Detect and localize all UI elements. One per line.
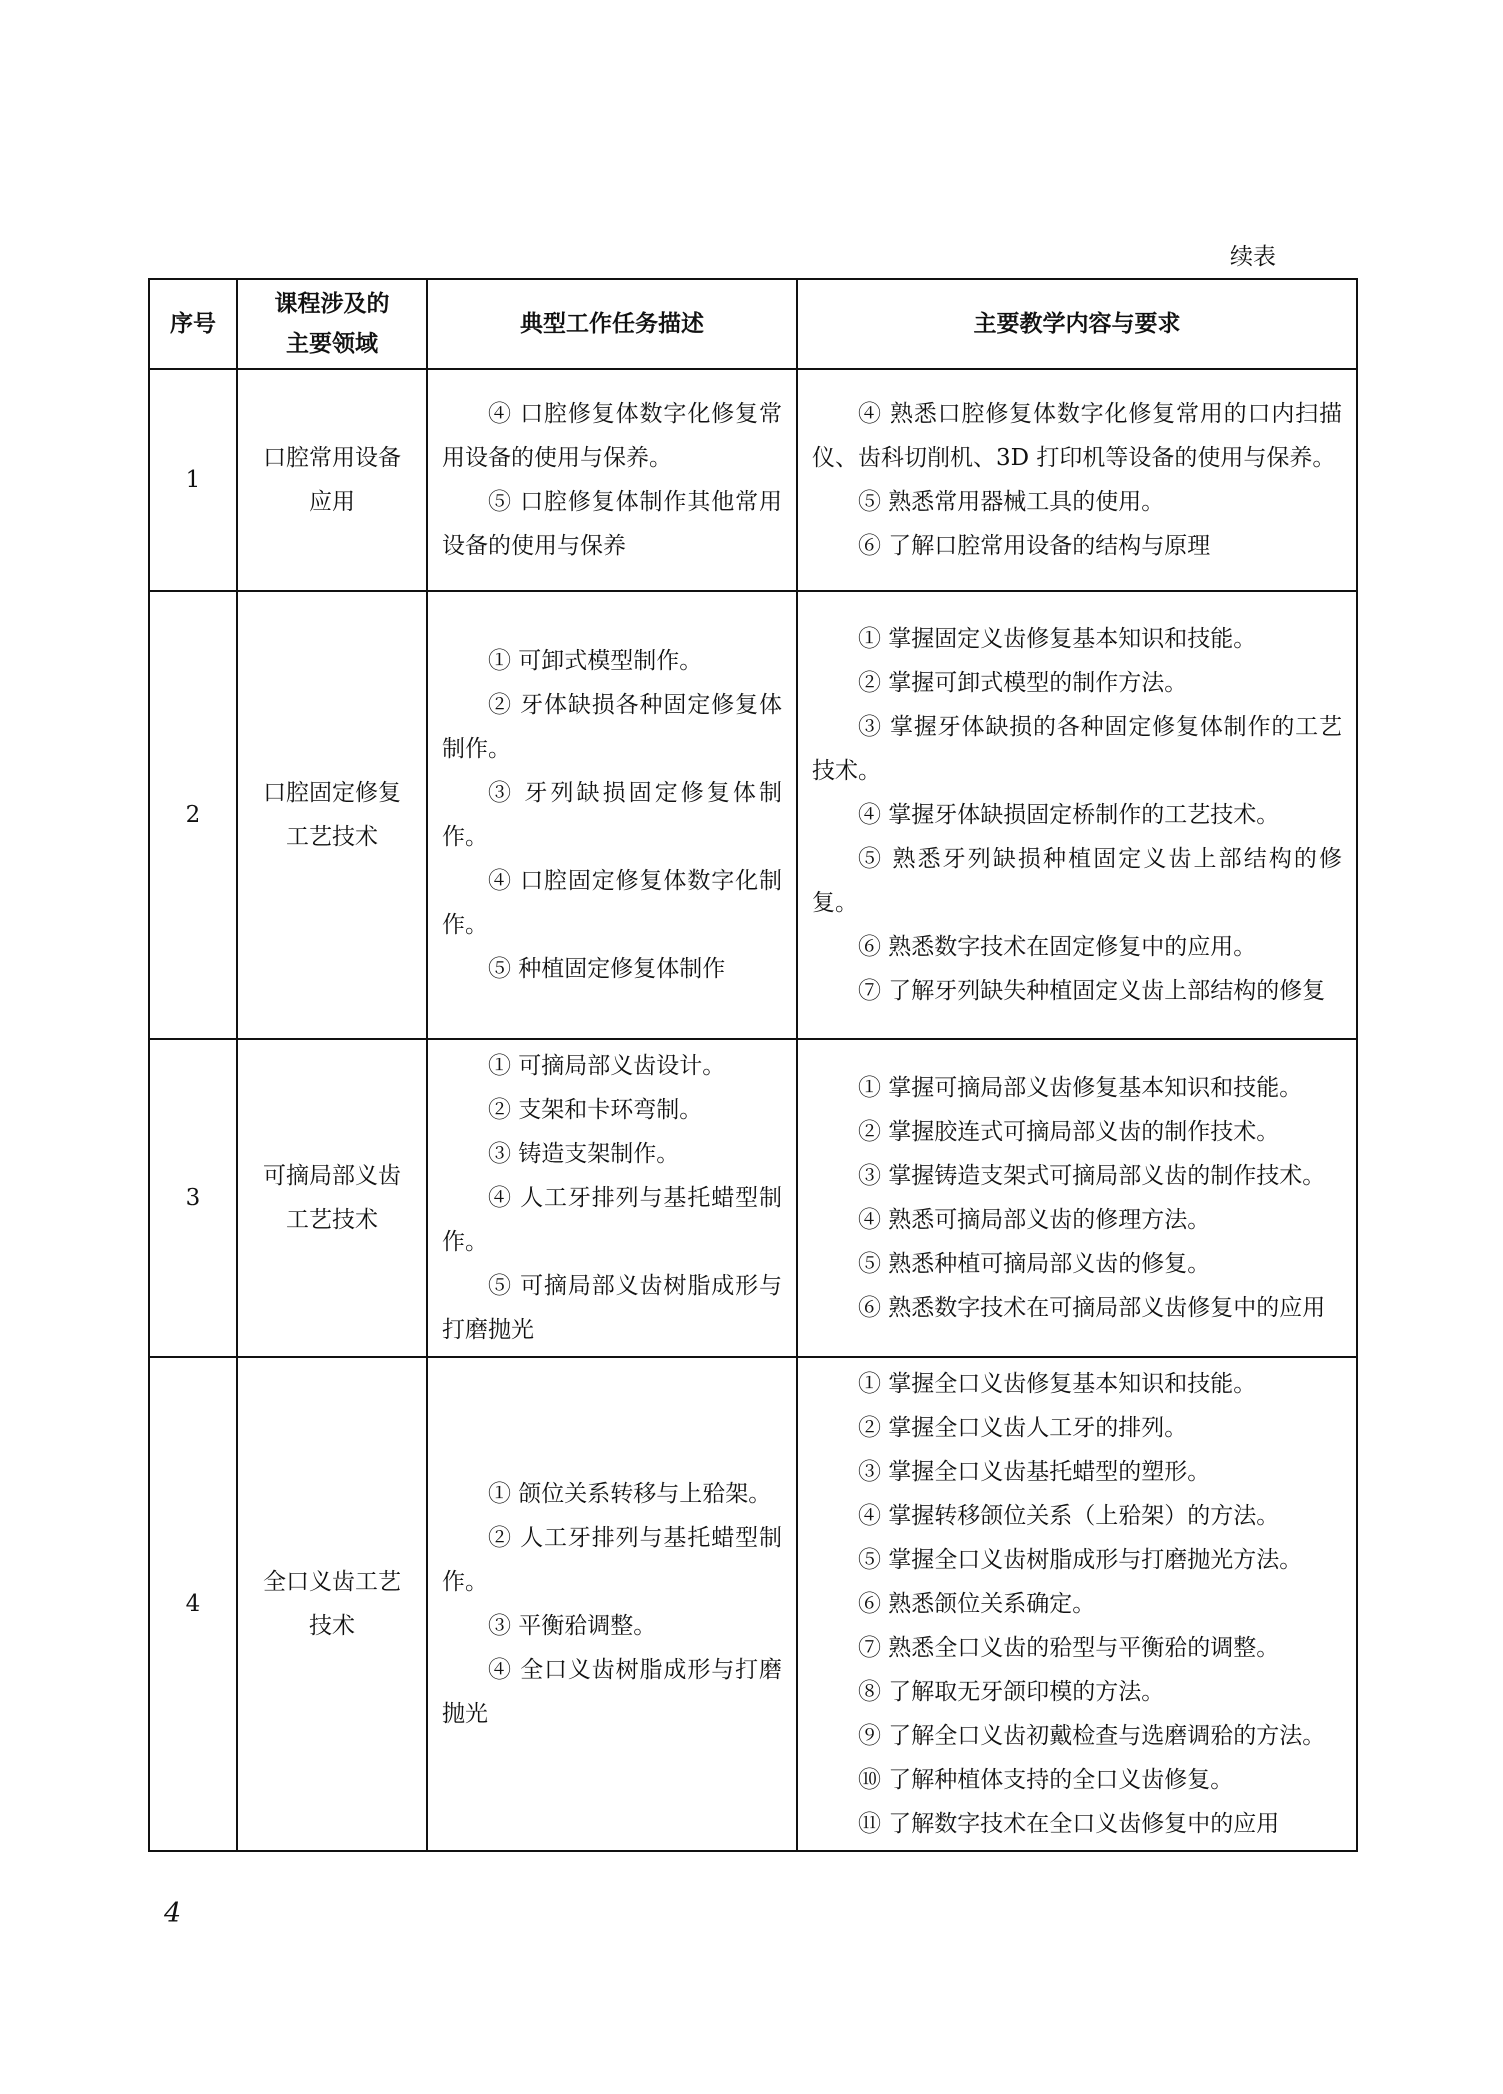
row-area-line2: 应用: [309, 489, 355, 515]
task-item: ④ 全口义齿树脂成形与打磨抛光: [442, 1657, 782, 1727]
req-item: ⑧ 了解取无牙颌印模的方法。: [858, 1679, 1165, 1705]
req-item: ⑪ 了解数字技术在全口义齿修复中的应用: [858, 1811, 1280, 1837]
row-area: [237, 369, 427, 591]
req-item: ⑤ 熟悉常用器械工具的使用。: [858, 489, 1165, 515]
task-item: ② 牙体缺损各种固定修复体制作。: [442, 692, 782, 762]
row-area-line2: 工艺技术: [286, 824, 378, 850]
row-reqs: [797, 591, 1357, 1039]
req-item: ② 掌握可卸式模型的制作方法。: [858, 670, 1188, 696]
row-area-line1: 口腔常用设备: [263, 445, 401, 471]
task-item: ④ 人工牙排列与基托蜡型制作。: [442, 1185, 782, 1255]
page-number: 4: [164, 1898, 182, 1929]
task-item: ② 支架和卡环弯制。: [488, 1097, 703, 1123]
req-item: ⑦ 了解牙列缺失种植固定义齿上部结构的修复: [858, 978, 1326, 1004]
row-seq: 1: [149, 369, 237, 591]
task-item: ① 可卸式模型制作。: [488, 648, 703, 674]
req-item: ③ 掌握牙体缺损的各种固定修复体制作的工艺技术。: [812, 714, 1342, 784]
row-reqs: [797, 369, 1357, 591]
task-item: ② 人工牙排列与基托蜡型制作。: [442, 1525, 782, 1595]
header-area: [237, 279, 427, 369]
row-tasks: [427, 1039, 797, 1357]
row-area-line1: 全口义齿工艺: [263, 1569, 401, 1595]
req-item: ① 掌握可摘局部义齿修复基本知识和技能。: [858, 1075, 1303, 1101]
header-tasks: 典型工作任务描述: [427, 279, 797, 369]
row-tasks: [427, 1357, 797, 1851]
req-item: ⑥ 熟悉数字技术在固定修复中的应用。: [858, 934, 1257, 960]
row-area: [237, 1039, 427, 1357]
req-item: ⑦ 熟悉全口义齿的𬌗型与平衡𬌗的调整。: [858, 1635, 1280, 1661]
row-area: [237, 1357, 427, 1851]
req-item: ② 掌握全口义齿人工牙的排列。: [858, 1415, 1188, 1441]
continued-label: 续表: [1230, 244, 1276, 270]
req-item: ④ 掌握转移颌位关系（上𬌗架）的方法。: [858, 1503, 1280, 1529]
header-area-line2: 主要领域: [286, 330, 378, 357]
row-area-line1: 可摘局部义齿: [263, 1163, 401, 1189]
task-item: ③ 铸造支架制作。: [488, 1141, 680, 1167]
req-item: ④ 掌握牙体缺损固定桥制作的工艺技术。: [858, 802, 1280, 828]
req-item: ⑨ 了解全口义齿初戴检查与选磨调𬌗的方法。: [858, 1723, 1326, 1749]
task-item: ① 可摘局部义齿设计。: [488, 1053, 726, 1079]
row-area-line2: 技术: [309, 1613, 355, 1639]
req-item: ⑤ 掌握全口义齿树脂成形与打磨抛光方法。: [858, 1547, 1303, 1573]
task-item: ⑤ 可摘局部义齿树脂成形与打磨抛光: [442, 1273, 782, 1343]
header-seq: 序号: [149, 279, 237, 369]
req-item: ⑤ 熟悉种植可摘局部义齿的修复。: [858, 1251, 1211, 1277]
req-item: ④ 熟悉口腔修复体数字化修复常用的口内扫描仪、齿科切削机、3D 打印机等设备的使用与保养。: [812, 401, 1342, 471]
row-reqs: [797, 1039, 1357, 1357]
table-row: [149, 1357, 1357, 1851]
row-area-line2: 工艺技术: [286, 1207, 378, 1233]
req-item: ③ 掌握全口义齿基托蜡型的塑形。: [858, 1459, 1211, 1485]
table-header-row: [149, 279, 1357, 369]
header-area-line1: 课程涉及的: [274, 290, 390, 317]
curriculum-table: [148, 278, 1358, 1852]
task-item: ⑤ 种植固定修复体制作: [488, 956, 726, 982]
req-item: ⑥ 熟悉颌位关系确定。: [858, 1591, 1096, 1617]
row-seq: 4: [149, 1357, 237, 1851]
table-row: [149, 1039, 1357, 1357]
req-item: ⑤ 熟悉牙列缺损种植固定义齿上部结构的修复。: [812, 846, 1342, 916]
req-item: ⑥ 了解口腔常用设备的结构与原理: [858, 533, 1211, 559]
row-reqs: [797, 1357, 1357, 1851]
req-item: ④ 熟悉可摘局部义齿的修理方法。: [858, 1207, 1211, 1233]
req-item: ⑩ 了解种植体支持的全口义齿修复。: [858, 1767, 1234, 1793]
task-item: ⑤ 口腔修复体制作其他常用设备的使用与保养: [442, 489, 782, 559]
table-row: [149, 591, 1357, 1039]
row-area-line1: 口腔固定修复: [263, 780, 401, 806]
task-item: ③ 平衡𬌗调整。: [488, 1613, 657, 1639]
req-item: ⑥ 熟悉数字技术在可摘局部义齿修复中的应用: [858, 1295, 1326, 1321]
row-seq: 2: [149, 591, 237, 1039]
row-seq: 3: [149, 1039, 237, 1357]
task-item: ① 颌位关系转移与上𬌗架。: [488, 1481, 772, 1507]
row-tasks: [427, 591, 797, 1039]
header-reqs: 主要教学内容与要求: [797, 279, 1357, 369]
task-item: ③ 牙列缺损固定修复体制作。: [442, 780, 782, 850]
task-item: ④ 口腔固定修复体数字化制作。: [442, 868, 782, 938]
row-tasks: [427, 369, 797, 591]
req-item: ① 掌握固定义齿修复基本知识和技能。: [858, 626, 1257, 652]
row-area: [237, 591, 427, 1039]
req-item: ③ 掌握铸造支架式可摘局部义齿的制作技术。: [858, 1163, 1326, 1189]
req-item: ② 掌握胶连式可摘局部义齿的制作技术。: [858, 1119, 1280, 1145]
table-row: [149, 369, 1357, 591]
task-item: ④ 口腔修复体数字化修复常用设备的使用与保养。: [442, 401, 782, 471]
req-item: ① 掌握全口义齿修复基本知识和技能。: [858, 1371, 1257, 1397]
